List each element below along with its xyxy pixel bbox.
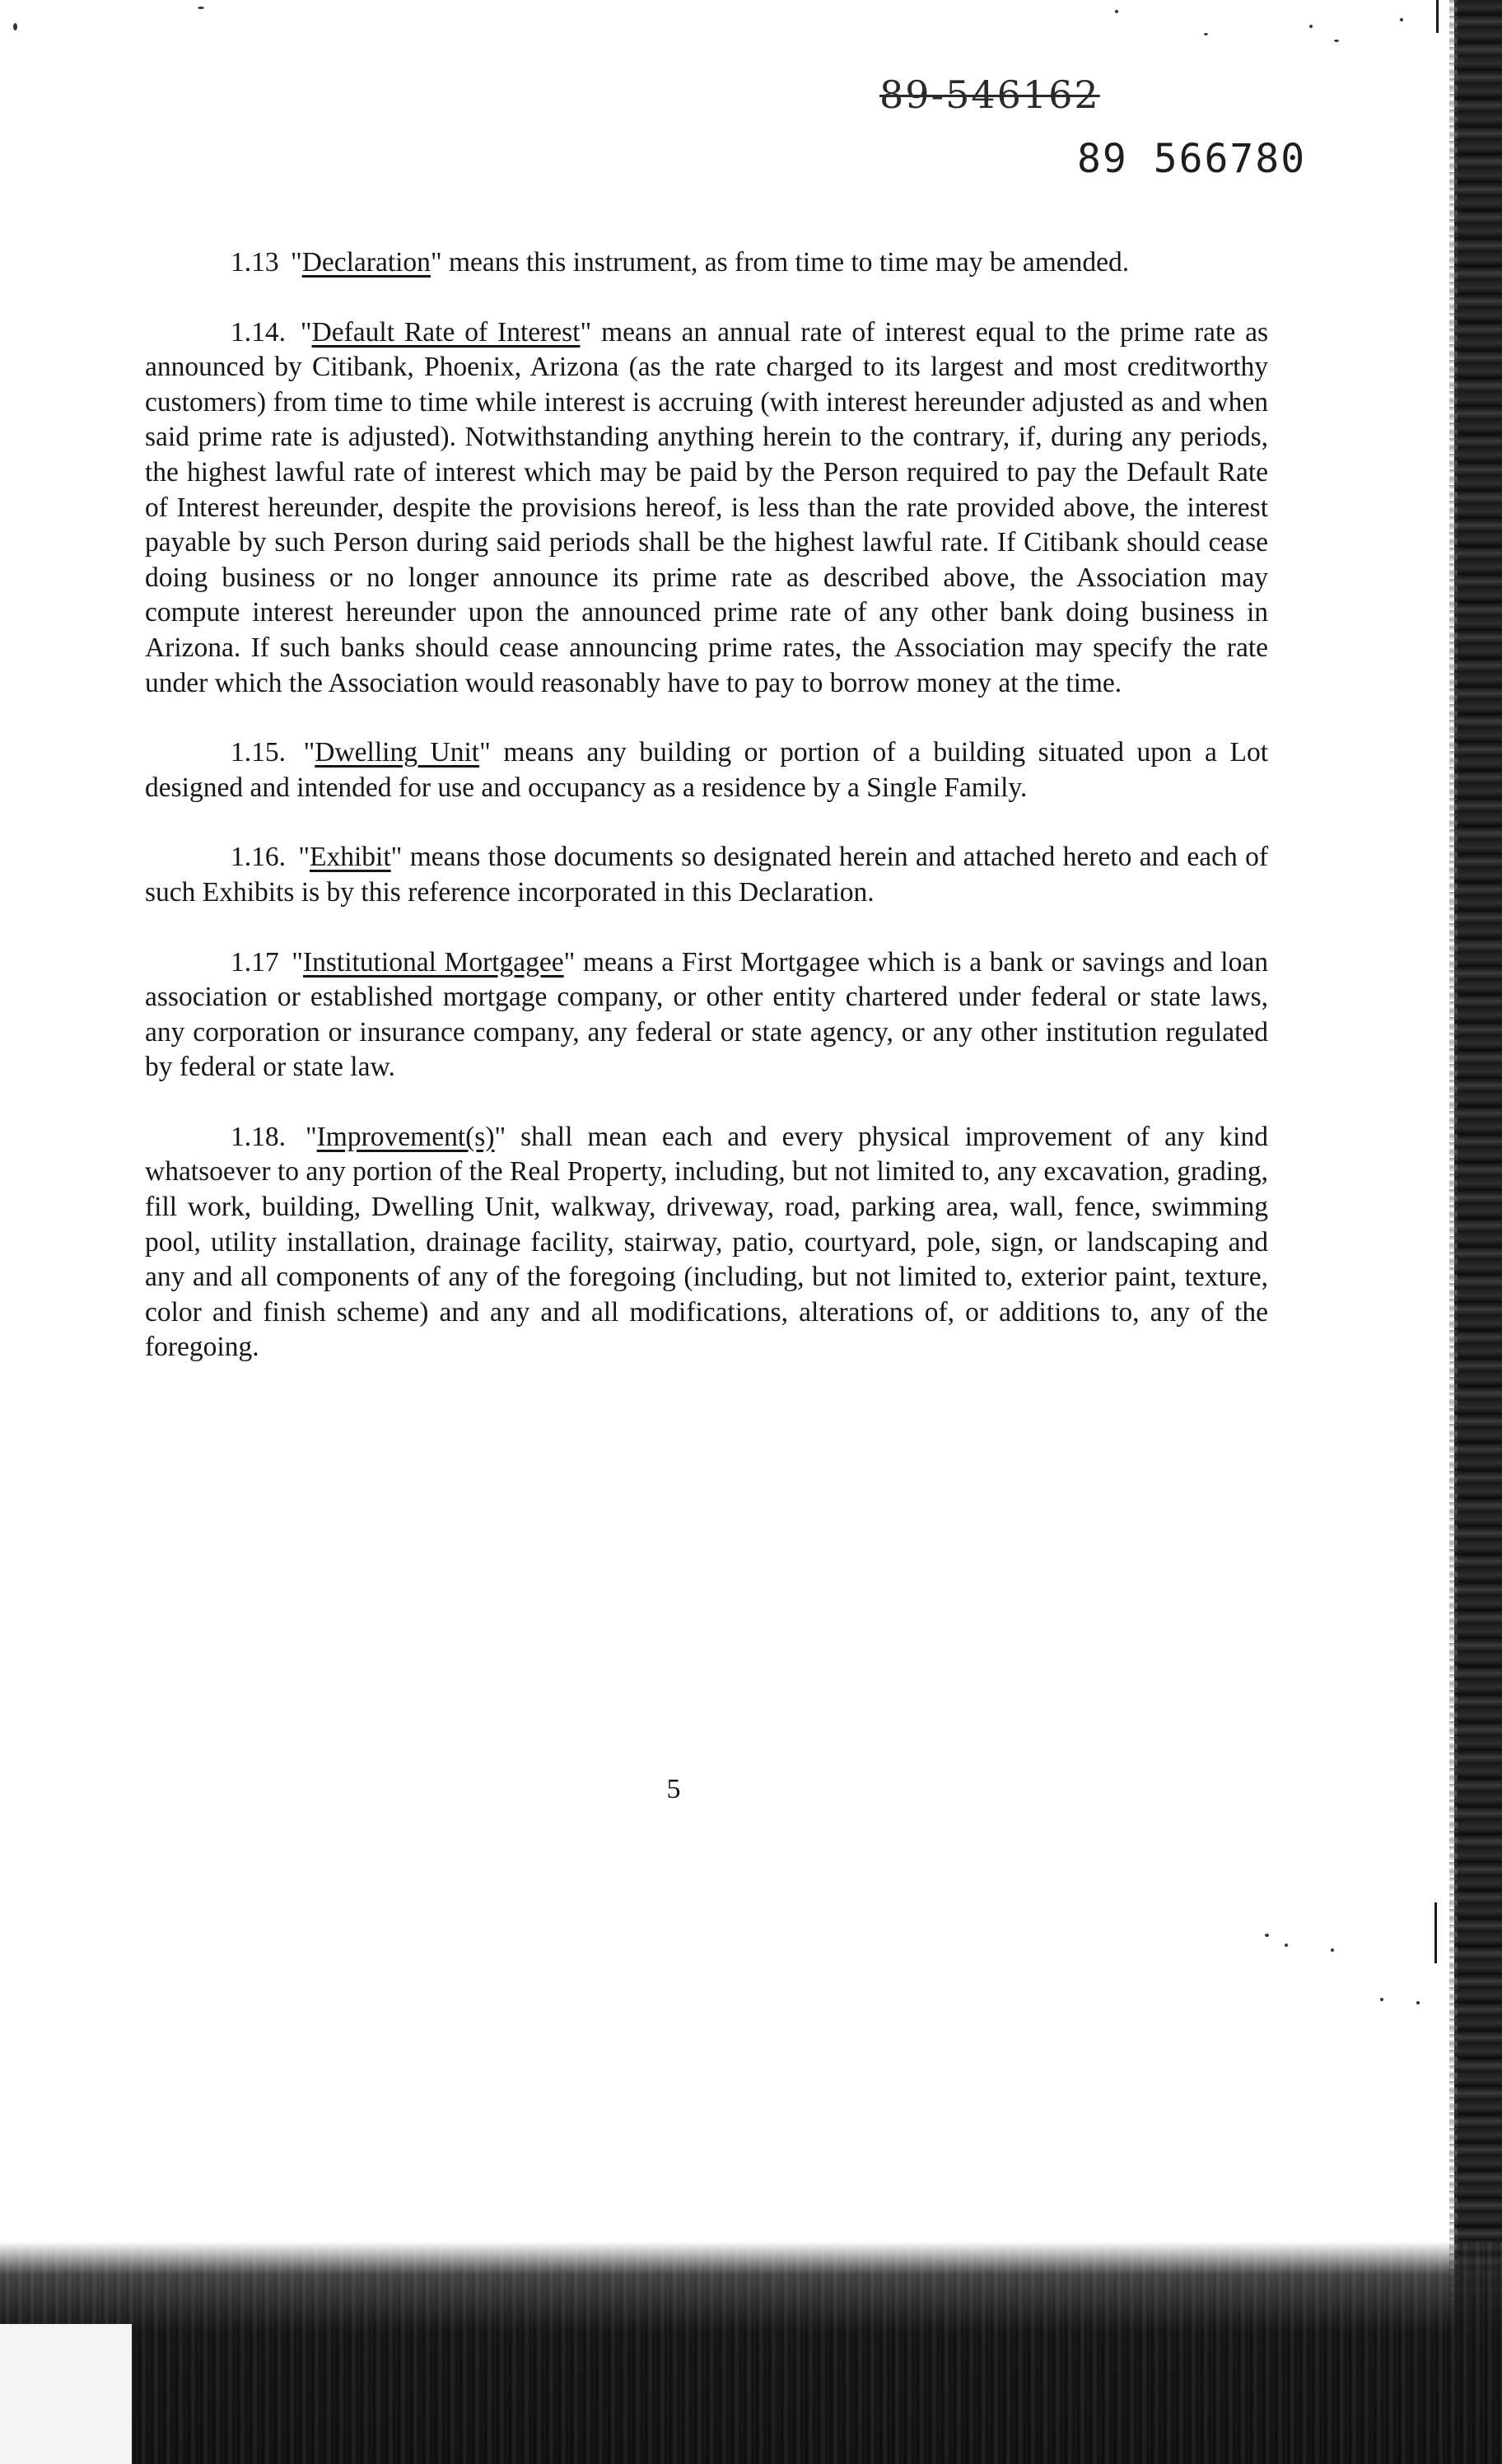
document-body [145, 245, 1268, 1400]
defined-term: Dwelling Unit [315, 737, 480, 768]
section-1-18: 1.18. "Improvement(s)" shall mean each and every physical improvement of any kind whatsoever to any portion of the Real Property, including, but not limited to, any excavation, grading, fill work, building, Dwelling Unit, walkway, driveway, road, parking area, wall, fence, swimming pool, utility installation, drainage facility, stairway, patio, courtyard, pole, sign, or landscaping and any and all components of any of the foregoing (including, but not limited to, exterior paint, texture, color and finish scheme) and any and all modifications, alterations of, or additions to, any of the foregoing. [145, 1121, 1268, 1363]
section-number: 1.17 [231, 946, 279, 978]
scan-speckle [1309, 25, 1313, 28]
section-1-13: 1.13 "Declaration" means this instrument, as from time to time may be amended. [231, 247, 1130, 278]
scan-speckle [198, 7, 204, 9]
scan-edge-bottom [0, 2242, 1502, 2464]
scan-speckle [1400, 18, 1403, 21]
section-1-15: 1.15. "Dwelling Unit" means any building or portion of a building situated upon a Lot designed and intended for use and occupancy as a residence by a Single Family. [145, 737, 1268, 803]
document-number: 89 566780 [1077, 136, 1307, 182]
page-number: 5 [666, 1774, 681, 1804]
scan-speckle [1265, 1934, 1269, 1937]
section-number: 1.16. [231, 842, 286, 873]
scan-speckle [1331, 1948, 1334, 1952]
scan-speckle [1334, 40, 1339, 42]
section-1-17: 1.17 "Institutional Mortgagee" means a First Mortgagee which is a bank or savings and loan association or established mortgage company, or other entity chartered under federal or state laws, any corporation or insurance company, any federal or state agency, or any other institution regulated by federal or state law. [145, 946, 1268, 1083]
scan-speckle [13, 23, 17, 30]
scan-corner-block [0, 2324, 132, 2464]
scan-speckle [1204, 33, 1208, 35]
defined-term: Default Rate of Interest [311, 316, 581, 348]
section-1-16: 1.16. "Exhibit" means those documents so designated herein and attached hereto and each of such Exhibits is by this reference incorporated in this Declaration. [145, 842, 1268, 908]
section-number: 1.18. [231, 1121, 286, 1152]
section-text: " means this instrument, as from time to time may be amended. [430, 247, 1130, 278]
defined-term: Exhibit [310, 842, 391, 873]
scan-speckle [1115, 10, 1118, 13]
scan-mark-line [1434, 1902, 1437, 1963]
scan-edge-right [1454, 0, 1502, 2464]
section-text: " means a First Mortgagee which is a bank or savings and loan association or established mortgage company, or other entity chartered under federal or state laws, any corporation or insurance company, any federal or state agency, or any other institution regulated by federal or state law. [145, 946, 1268, 1083]
section-number: 1.15. [231, 737, 286, 768]
scan-speckle [1416, 2001, 1420, 2004]
defined-term: Institutional Mortgagee [302, 946, 564, 978]
section-number: 1.14. [231, 316, 286, 348]
section-text: " means an annual rate of interest equal to the prime rate as announced by Citibank, Phoenix, Arizona (as the rate charged to its largest and most creditworthy customers) from time to time while interest is accruing (with interest hereunder adjusted as and when said prime rate is adjusted). Notwithstanding anything herein to the contrary, if, during any periods, the highest lawful rate of interest which may be paid by the Person required to pay the Default Rate of Interest hereunder, despite the provisions hereof, is less than the rate provided above, the interest payable by such Person during said periods shall be the highest lawful rate. If Citibank should cease doing business or no longer announce its prime rate as described above, the Association may compute interest hereunder upon the announced prime rate of any other bank doing business in Arizona. If such banks should cease announcing prime rates, the Association may specify the rate under which the Association would reasonably have to pay to borrow money at the time. [145, 316, 1268, 698]
section-number: 1.13 [231, 247, 279, 278]
old-document-number: 89-546162 [879, 72, 1100, 117]
scan-speckle [1380, 1998, 1383, 2001]
section-text: " shall mean each and every physical improvement of any kind whatsoever to any portion of the Real Property, including, but not limited to, any excavation, grading, fill work, building, Dwelling Unit, walkway, driveway, road, parking area, wall, fence, swimming pool, utility installation, drainage facility, stairway, patio, courtyard, pole, sign, or landscaping and any and all components of any of the foregoing (including, but not limited to, exterior paint, texture, color and finish scheme) and any and all modifications, alterations of, or additions to, any of the foregoing. [145, 1121, 1268, 1363]
scan-speckle [1285, 1944, 1288, 1947]
scan-mark-line [1436, 0, 1439, 33]
section-text: " means any building or portion of a building situated upon a Lot designed and intended for use and occupancy as a residence by a Single Family. [145, 737, 1268, 803]
section-1-14: 1.14. "Default Rate of Interest" means an annual rate of interest equal to the prime rate as announced by Citibank, Phoenix, Arizona (as the rate charged to its largest and most creditworthy customers) from time to time while interest is accruing (with interest hereunder adjusted as and when said prime rate is adjusted). Notwithstanding anything herein to the contrary, if, during any periods, the highest lawful rate of interest which may be paid by the Person required to pay the Default Rate of Interest hereunder, despite the provisions hereof, is less than the rate provided above, the interest payable by such Person during said periods shall be the highest lawful rate. If Citibank should cease doing business or no longer announce its prime rate as described above, the Association may compute interest hereunder upon the announced prime rate of any other bank doing business in Arizona. If such banks should cease announcing prime rates, the Association may specify the rate under which the Association would reasonably have to pay to borrow money at the time. [145, 316, 1268, 698]
defined-term: Declaration [301, 247, 431, 278]
section-text: " means those documents so designated herein and attached hereto and each of such Exhibits is by this reference incorporated in this Declaration. [145, 842, 1268, 908]
defined-term: Improvement(s) [316, 1121, 495, 1152]
